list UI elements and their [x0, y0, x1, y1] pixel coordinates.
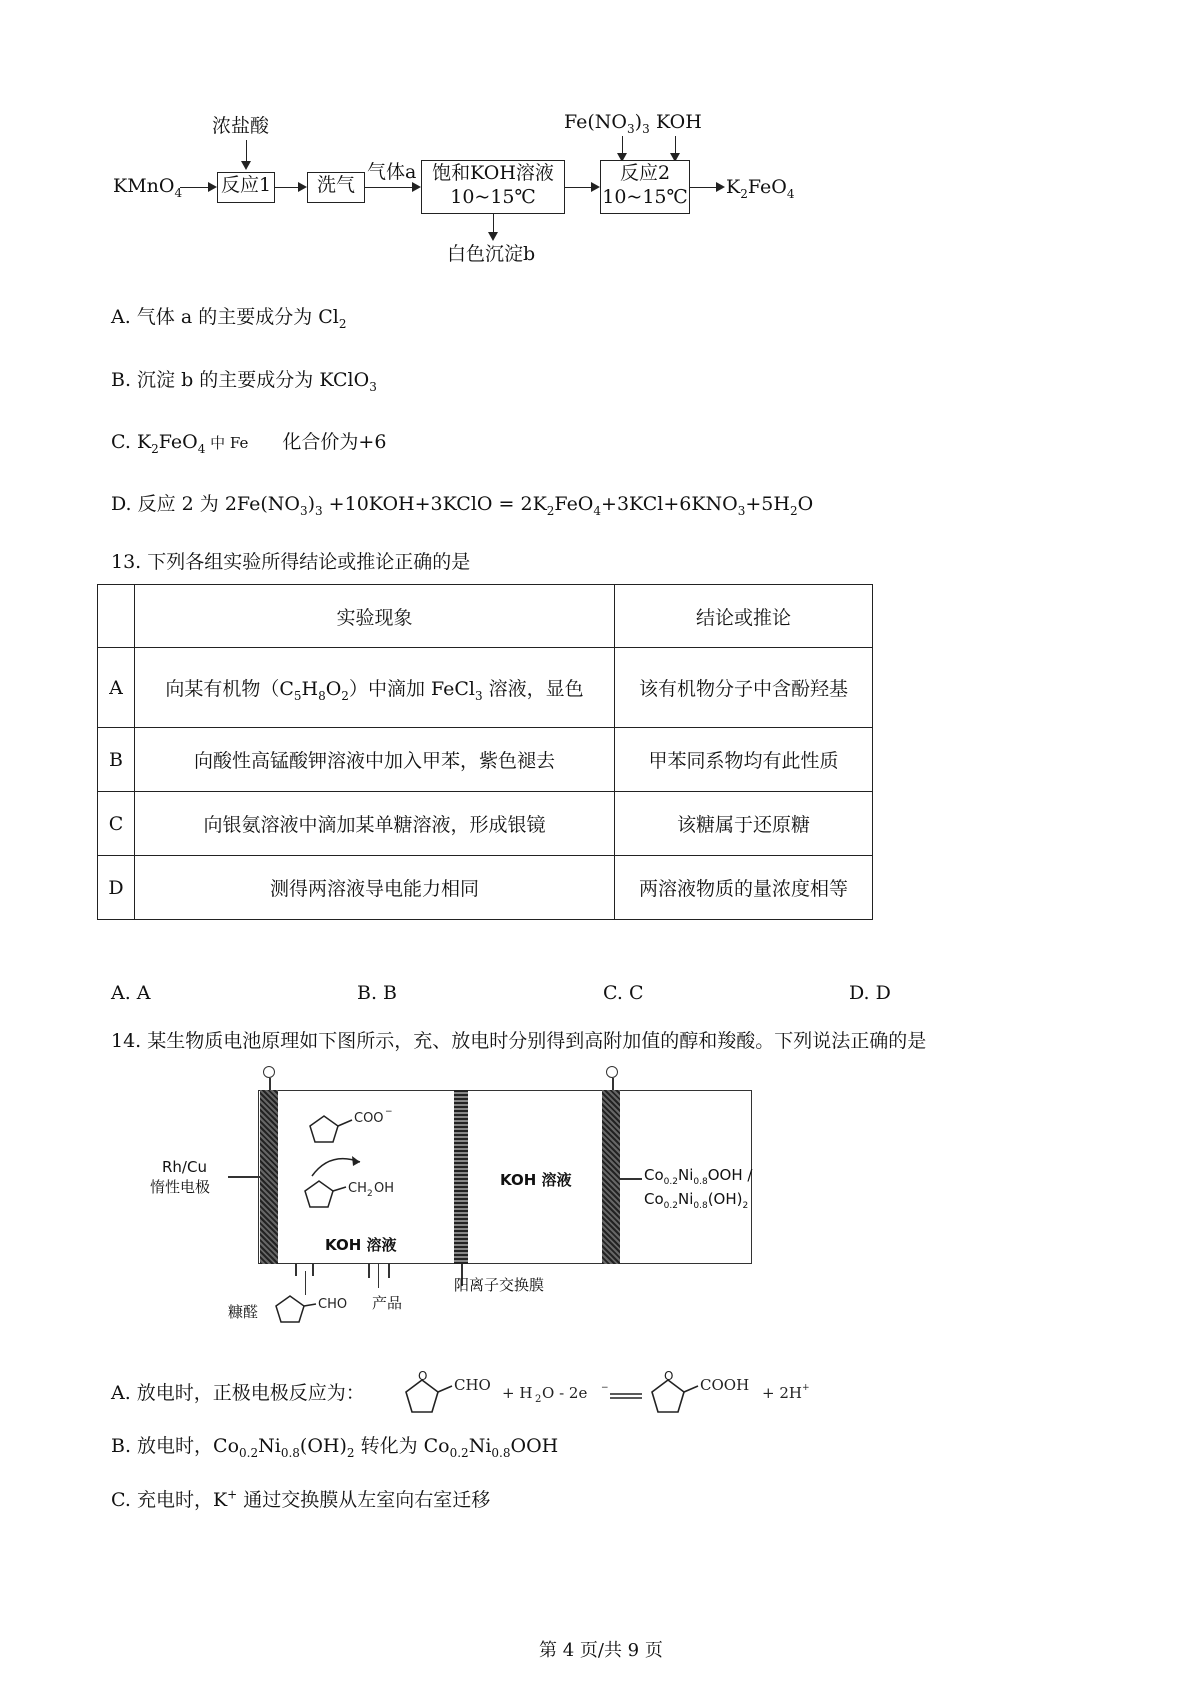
q14-stem: 14. 某生物质电池原理如下图所示，充、放电时分别得到高附加值的醇和羧酸。下列说法正确的是 — [111, 1030, 927, 1052]
q14-option-b: B. 放电时，$Co_{0.2}Ni_{0.8}(OH)_2$ 转化为 $Co_{0.2}Ni_{0.8}OOH$ — [111, 1435, 559, 1460]
table-header-conclusion: 结论或推论 — [615, 585, 873, 648]
q14-option-c: C. 充电时，K+ 通过交换膜从左室向右室迁移 — [111, 1487, 491, 1511]
table-row — [98, 792, 873, 856]
row-phenomenon: 向酸性高锰酸钾溶液中加入甲苯，紫色褪去 — [135, 728, 615, 792]
precipitate-label: 白色沉淀b — [447, 243, 536, 265]
box-reaction-2-line2: 10~15℃ — [602, 186, 688, 208]
q12-option-c: C. $K_2FeO_4$ 中 Fe 化合价为+6 — [111, 431, 387, 456]
page-footer: 第 4 页/共 9 页 — [539, 1640, 663, 1661]
arrow-precipitate — [493, 213, 494, 239]
q13-stem: 13. 下列各组实验所得结论或推论正确的是 — [111, 551, 471, 573]
choice-d: D. D — [849, 982, 891, 1004]
outlet-pipe-2 — [388, 1264, 390, 1278]
row-phenomenon: 测得两溶液导电能力相同 — [135, 856, 615, 920]
row-phenomenon: 向某有机物$(C_5H_8O_2)$中滴加 FeCl$_3$ 溶液，显色 — [135, 648, 615, 728]
box-wash: 洗气 — [307, 172, 365, 203]
choice-b: B. B — [357, 982, 398, 1004]
eq-mid2: O - 2e — [542, 1384, 588, 1402]
furfural-icon — [268, 1288, 358, 1328]
svg-text:O: O — [664, 1369, 674, 1383]
box-koh — [421, 160, 565, 214]
left-terminal-wire — [269, 1078, 271, 1090]
right-terminal-wire — [612, 1078, 614, 1090]
reagent-koh: KOH — [656, 111, 702, 133]
furfuryl-alcohol-icon — [305, 1181, 346, 1207]
row-label: A — [98, 648, 135, 728]
eq-cooh: COOH — [700, 1376, 750, 1394]
row-conclusion: 该糖属于还原糖 — [615, 792, 873, 856]
ch2oh-label: CH — [348, 1181, 367, 1196]
outlet-arrow — [378, 1264, 379, 1288]
flow-start: KMnO$_4$ — [113, 175, 183, 200]
eq-end: + 2H — [762, 1384, 802, 1402]
koh-right-label: KOH 溶液 — [500, 1171, 572, 1189]
row-phenomenon: 向银氨溶液中滴加某单糖溶液，形成银镜 — [135, 792, 615, 856]
experiment-table — [97, 584, 873, 920]
right-terminal — [606, 1066, 618, 1078]
box-koh-line2: 10~15℃ — [450, 186, 536, 208]
inlet-pipe-2 — [312, 1264, 314, 1276]
svg-text:OH: OH — [374, 1181, 395, 1196]
box-koh-line1: 饱和KOH溶液 — [432, 162, 554, 184]
left-electrode — [260, 1090, 278, 1264]
eq-mid: + H — [502, 1384, 533, 1402]
right-electrode-label-2: $Co_{0.2}Ni_{0.8}(OH)_2$ — [644, 1190, 749, 1211]
table-row — [98, 648, 873, 728]
right-electrode-label-1: $Co_{0.2}Ni_{0.8}OOH$ / — [644, 1166, 753, 1187]
left-electrode-label-1: Rh/Cu — [162, 1158, 207, 1176]
table-header-empty — [98, 585, 135, 648]
left-leader-line — [228, 1176, 260, 1178]
battery-figure — [140, 1066, 780, 1331]
q14-option-a: A. 放电时，正极电极反应为： — [111, 1382, 365, 1404]
cho-label: CHO — [318, 1297, 348, 1312]
row-label: C — [98, 792, 135, 856]
gas-a-label: 气体a — [367, 161, 417, 183]
left-electrode-label-2: 惰性电极 — [150, 1178, 211, 1196]
coo-label: COO — [354, 1111, 384, 1126]
table-row — [98, 728, 873, 792]
svg-text:−: − — [385, 1107, 393, 1117]
table-header-row — [98, 585, 873, 648]
row-label: B — [98, 728, 135, 792]
cation-exchange-membrane — [454, 1090, 468, 1264]
arrow-fe — [622, 136, 623, 160]
furfural-eq-icon — [406, 1380, 452, 1412]
choice-a: A. A — [111, 982, 151, 1004]
flow-product: $K_2FeO_4$ — [726, 176, 795, 201]
choice-c: C. C — [603, 982, 644, 1004]
left-terminal — [263, 1066, 275, 1078]
svg-text:2: 2 — [535, 1394, 542, 1405]
table-row — [98, 856, 873, 920]
arrow-hcl — [246, 140, 247, 168]
furan-carboxylate-icon — [310, 1116, 352, 1142]
q12-option-a: A. 气体 a 的主要成分为 $Cl_2$ — [111, 306, 347, 331]
arrow-4 — [565, 187, 598, 188]
box-reaction-2-line1: 反应2 — [619, 162, 671, 184]
box-reaction-2 — [600, 160, 690, 214]
right-electrode — [602, 1090, 620, 1264]
inlet-pipe-1 — [295, 1264, 297, 1276]
product-label: 产品 — [372, 1294, 403, 1312]
arrow-2 — [275, 187, 305, 188]
svg-text:O: O — [418, 1369, 428, 1383]
row-conclusion: 该有机物分子中含酚羟基 — [615, 648, 873, 728]
arrow-1 — [180, 187, 215, 188]
reagent-hcl: 浓盐酸 — [212, 115, 270, 137]
koh-left-label: KOH 溶液 — [325, 1236, 397, 1254]
membrane-label: 阳离子交换膜 — [454, 1276, 545, 1294]
row-conclusion: 甲苯同系物均有此性质 — [615, 728, 873, 792]
furoic-acid-eq-icon — [652, 1380, 698, 1412]
table-header-phenomenon: 实验现象 — [135, 585, 615, 648]
q14-option-a-equation — [390, 1366, 840, 1422]
row-label: D — [98, 856, 135, 920]
row-conclusion: 两溶液物质的量浓度相等 — [615, 856, 873, 920]
arrow-koh — [675, 136, 676, 160]
furfural-label: 糠醛 — [228, 1303, 259, 1321]
q12-option-b: B. 沉淀 b 的主要成分为 KClO$_3$ — [111, 369, 377, 394]
eq-cho: CHO — [454, 1376, 491, 1394]
right-leader-line — [620, 1178, 642, 1180]
svg-text:2: 2 — [367, 1189, 373, 1199]
outlet-pipe-1 — [368, 1264, 370, 1278]
arrow-3 — [365, 187, 419, 188]
svg-text:+: + — [802, 1383, 810, 1393]
q12-option-d: D. 反应 2 为 $2Fe(NO_3)_3$ +10KOH+3KClO = $2K_2FeO_4+3KCl+6KNO_3+5H_2O$ — [111, 493, 814, 518]
box-reaction-1: 反应1 — [217, 172, 275, 203]
reagent-fe-nitrate: $Fe(NO_3)_3$ — [564, 111, 650, 136]
arrow-5 — [690, 187, 723, 188]
furan-molecules — [290, 1096, 450, 1236]
svg-text:−: − — [601, 1383, 609, 1393]
